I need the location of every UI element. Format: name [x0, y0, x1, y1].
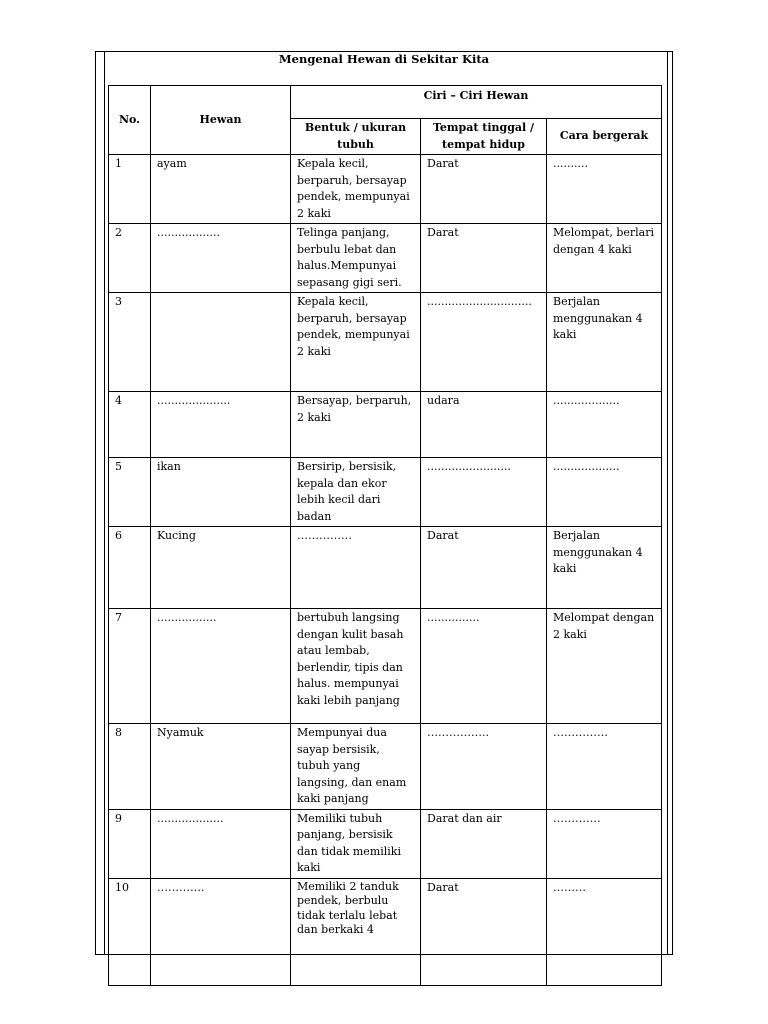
cell-hewan: ..................... [151, 392, 291, 458]
cell-hewan [151, 293, 291, 392]
cell-no: 3 [109, 293, 151, 392]
cell-hewan: …………. [151, 878, 291, 985]
cell-no: 1 [109, 155, 151, 224]
cell-cara: Berjalan menggunakan 4 kaki [547, 527, 662, 609]
table-row [109, 458, 662, 527]
cell-tempat: Darat [421, 224, 547, 293]
cell-bentuk: bertubuh langsing dengan kulit basah atau lembab, berlendir, tipis dan halus. mempunyai kaki lebih panjang [291, 609, 421, 724]
cell-hewan: Kucing [151, 527, 291, 609]
cell-cara: Melompat, berlari dengan 4 kaki [547, 224, 662, 293]
cell-cara: …………. [547, 809, 662, 878]
table-row [109, 392, 662, 458]
header-no: No. [109, 86, 151, 155]
header-ciri: Ciri – Ciri Hewan [291, 86, 662, 119]
cell-cara: ……… [547, 878, 662, 985]
cell-hewan: .................. [151, 224, 291, 293]
header-hewan: Hewan [151, 86, 291, 155]
cell-hewan: ikan [151, 458, 291, 527]
cell-tempat: …………….. [421, 724, 547, 810]
cell-bentuk: Memiliki 2 tanduk pendek, berbulu tidak terlalu lebat dan berkaki 4 [291, 878, 421, 985]
header-tempat: Tempat tinggal / tempat hidup [421, 119, 547, 155]
cell-tempat: ............... [421, 609, 547, 724]
table-row [109, 155, 662, 224]
cell-hewan: ................... [151, 809, 291, 878]
cell-bentuk: Kepala kecil, berparuh, bersayap pendek, mempunyai 2 kaki [291, 155, 421, 224]
cell-no: 7 [109, 609, 151, 724]
cell-tempat: ........................ [421, 458, 547, 527]
cell-cara: ................... [547, 458, 662, 527]
cell-hewan: Nyamuk [151, 724, 291, 810]
table-row [109, 724, 662, 810]
animal-table [108, 85, 662, 986]
cell-cara: …………… [547, 724, 662, 810]
cell-tempat: udara [421, 392, 547, 458]
cell-no: 10 [109, 878, 151, 985]
cell-hewan: ................. [151, 609, 291, 724]
cell-cara: ................... [547, 392, 662, 458]
table-row [109, 527, 662, 609]
cell-bentuk: Memiliki tubuh panjang, bersisik dan tidak memiliki kaki [291, 809, 421, 878]
table-row [109, 878, 662, 985]
cell-no: 8 [109, 724, 151, 810]
cell-tempat: Darat [421, 878, 547, 985]
cell-tempat: .............................. [421, 293, 547, 392]
header-cara: Cara bergerak [547, 119, 662, 155]
header-bentuk: Bentuk / ukuran tubuh [291, 119, 421, 155]
cell-bentuk: …………… [291, 527, 421, 609]
table-row [109, 809, 662, 878]
cell-bentuk: Kepala kecil, berparuh, bersayap pendek, mempunyai 2 kaki [291, 293, 421, 392]
table-row [109, 609, 662, 724]
table-row [109, 224, 662, 293]
table-row [109, 293, 662, 392]
cell-cara: .......... [547, 155, 662, 224]
cell-tempat: Darat [421, 527, 547, 609]
cell-no: 2 [109, 224, 151, 293]
page-title: Mengenal Hewan di Sekitar Kita [278, 52, 490, 66]
cell-no: 4 [109, 392, 151, 458]
cell-no: 9 [109, 809, 151, 878]
cell-bentuk: Bersirip, bersisik, kepala dan ekor lebih kecil dari badan [291, 458, 421, 527]
cell-cara: Melompat dengan 2 kaki [547, 609, 662, 724]
cell-tempat: Darat dan air [421, 809, 547, 878]
cell-hewan: ayam [151, 155, 291, 224]
cell-bentuk: Mempunyai dua sayap bersisik, tubuh yang langsing, dan enam kaki panjang [291, 724, 421, 810]
cell-tempat: Darat [421, 155, 547, 224]
cell-bentuk: Telinga panjang, berbulu lebat dan halus.Mempunyai sepasang gigi seri. [291, 224, 421, 293]
cell-no: 6 [109, 527, 151, 609]
cell-cara: Berjalan menggunakan 4 kaki [547, 293, 662, 392]
cell-no: 5 [109, 458, 151, 527]
cell-bentuk: Bersayap, berparuh, 2 kaki [291, 392, 421, 458]
